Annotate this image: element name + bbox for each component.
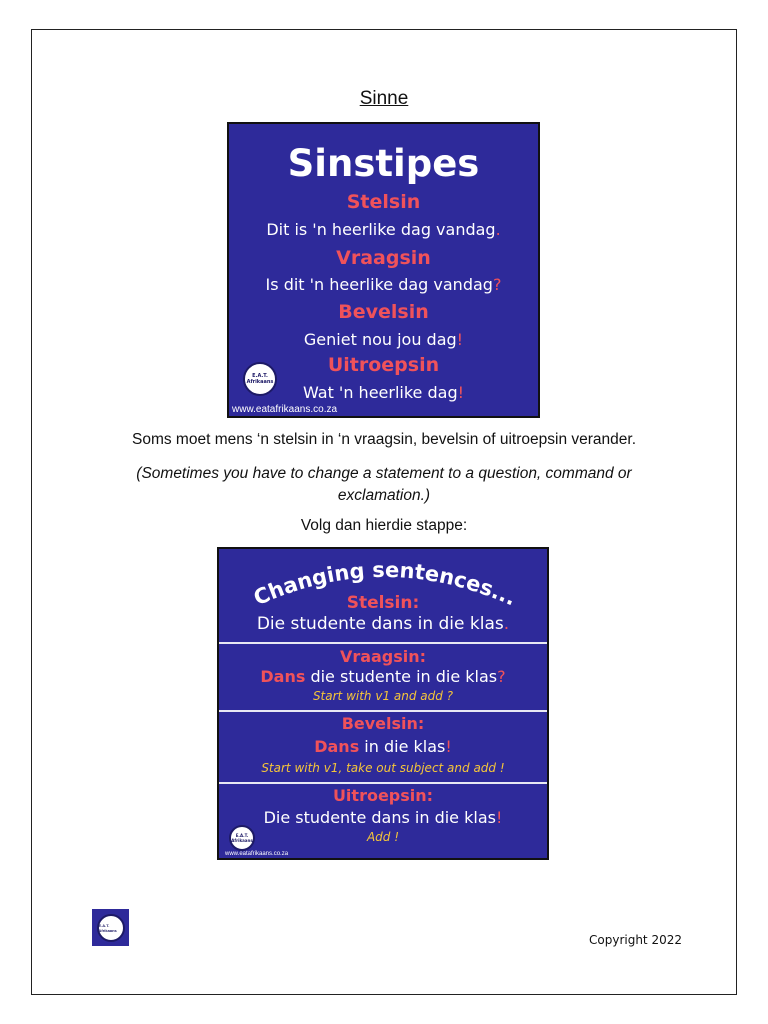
eat-logo: E.A.T. Afrikaans	[243, 362, 277, 396]
card1-label-stelsin: Stelsin	[346, 191, 421, 213]
card2-note-bevelsin: Start with v1, take out subject and add !	[261, 761, 505, 775]
card1-label-bevelsin: Bevelsin	[338, 301, 429, 323]
card2-label-bevelsin: Bevelsin:	[341, 714, 425, 733]
card2-label-stelsin: Stelsin:	[346, 593, 420, 613]
card1-text-uitroepsin: Wat 'n heerlike dag!	[302, 383, 465, 402]
card2-text-bevelsin: Dans in die klas!	[314, 737, 452, 756]
sinstipes-card	[227, 122, 540, 418]
card1-text-bevelsin: Geniet nou jou dag!	[303, 330, 464, 349]
card2-text-uitroepsin: Die studente dans in die klas!	[263, 808, 503, 827]
copyright: Copyright 2022	[589, 933, 682, 947]
card1-url: www.eatafrikaans.co.za	[232, 404, 338, 415]
card2-text-vraagsin: Dans die studente in die klas?	[260, 667, 506, 686]
body-line-english: (Sometimes you have to change a statement to a question, command or exclamation.)	[136, 465, 632, 504]
changing-sentences-card	[217, 547, 549, 860]
body-line-afrikaans: Soms moet mens ‘n stelsin in ‘n vraagsin, bevelsin of uitroepsin verander.	[132, 431, 636, 448]
page-title: Sinne	[359, 88, 409, 109]
divider	[219, 710, 547, 712]
card2-label-uitroepsin: Uitroepsin:	[332, 786, 434, 805]
eat-logo: E.A.T. Afrikaans	[97, 914, 125, 942]
footer-logo	[92, 909, 129, 946]
card2-text-stelsin: Die studente dans in die klas.	[256, 614, 510, 634]
card2-note-vraagsin: Start with v1 and add ?	[312, 689, 454, 703]
card2-url: www.eatafrikaans.co.za	[225, 851, 289, 857]
card1-label-uitroepsin: Uitroepsin	[327, 354, 440, 376]
card1-label-vraagsin: Vraagsin	[336, 247, 431, 269]
body-line-steps: Volg dan hierdie stappe:	[300, 517, 468, 534]
eat-logo: E.A.T. Afrikaans	[229, 825, 255, 851]
card1-heading: Sinstipes	[287, 142, 480, 185]
card2-note-uitroepsin: Add !	[366, 830, 400, 844]
card1-text-stelsin: Dit is 'n heerlike dag vandag.	[266, 220, 501, 239]
divider	[219, 642, 547, 644]
card1-text-vraagsin: Is dit 'n heerlike dag vandag?	[265, 275, 502, 294]
card2-label-vraagsin: Vraagsin:	[339, 647, 427, 666]
card2-heading: Changing sentences...	[250, 557, 520, 609]
divider	[219, 782, 547, 784]
